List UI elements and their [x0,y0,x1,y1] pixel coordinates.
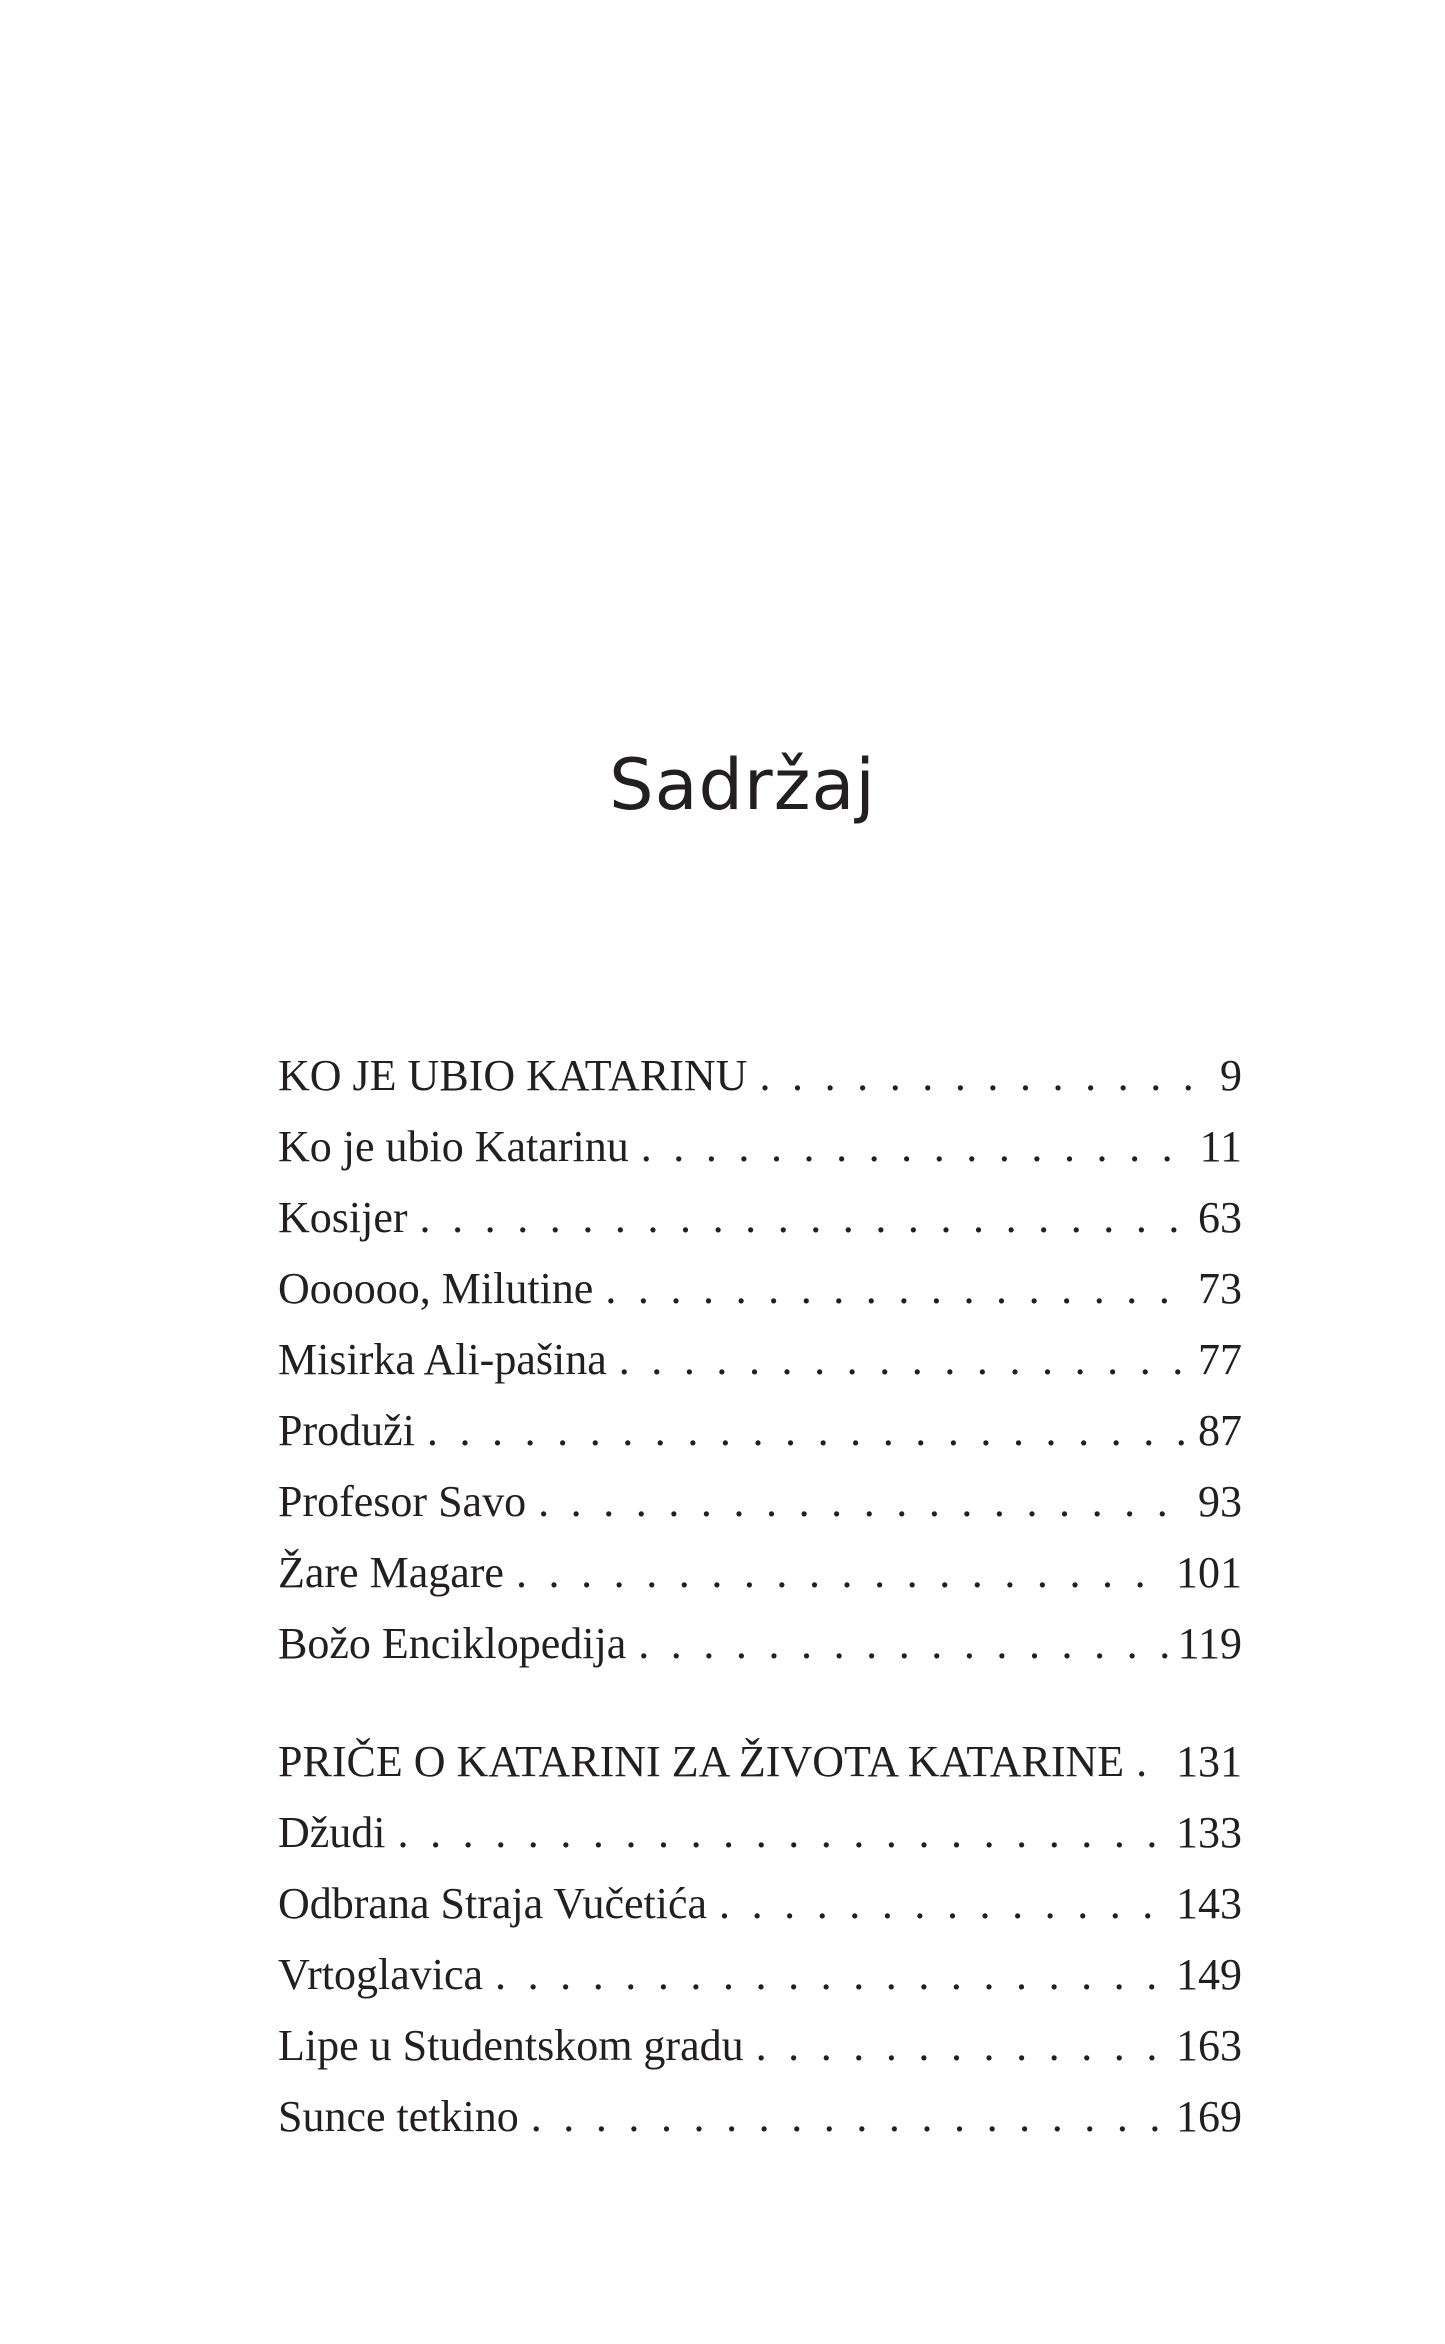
toc-section-ko-je-ubio-katarinu [278,1040,1242,1679]
dot-leader [427,1395,1190,1466]
toc-entry [278,2010,1242,2081]
toc-entry-page: 131 [1176,1737,1242,1786]
toc-entry-page: 93 [1198,1477,1242,1526]
dot-leader [531,2081,1168,2152]
toc-entry [278,1537,1242,1608]
table-of-contents [278,1040,1242,2152]
toc-entry-page: 169 [1176,2092,1242,2141]
dot-leader [398,1797,1168,1868]
dot-leader [495,1939,1168,2010]
toc-entry-title: Božo Enciklopedija [278,1619,627,1668]
dot-leader [719,1868,1168,1939]
toc-entry [278,2081,1242,2152]
toc-entry [278,1797,1242,1868]
toc-entry-title: Produži [278,1406,415,1455]
toc-entry [278,1395,1242,1466]
toc-entry-title: Vrtoglavica [278,1950,484,1999]
toc-entry-page: 73 [1198,1264,1242,1313]
toc-entry-page: 9 [1220,1051,1242,1100]
dot-leader [638,1608,1169,1679]
toc-entry-title: KO JE UBIO KATARINU [278,1051,748,1100]
toc-entry-title: Žare Magare [278,1548,504,1597]
toc-entry-title: Kosijer [278,1193,408,1242]
toc-entry-title: Odbrana Straja Vučetića [278,1879,708,1928]
toc-entry [278,1939,1242,2010]
toc-entry-page: 101 [1176,1548,1242,1597]
toc-entry-title: Lipe u Studentskom gradu [278,2021,744,2070]
toc-entry-page: 133 [1176,1808,1242,1857]
toc-entry-title: Džudi [278,1808,386,1857]
dot-leader [641,1111,1192,1182]
toc-entry [278,1040,1242,1111]
toc-entry-page: 77 [1198,1335,1242,1384]
dot-leader [420,1182,1190,1253]
dot-leader [538,1466,1190,1537]
toc-entry [278,1466,1242,1537]
toc-entry-title: PRIČE O KATARINI ZA ŽIVOTA KATARINE [278,1737,1125,1786]
dot-leader [756,2010,1168,2081]
toc-entry-title: Profesor Savo [278,1477,527,1526]
dot-leader [619,1324,1190,1395]
toc-entry-page: 143 [1176,1879,1242,1928]
toc-entry-page: 149 [1176,1950,1242,1999]
toc-entry-page: 119 [1177,1619,1242,1668]
toc-entry-page: 87 [1198,1406,1242,1455]
toc-section-price-o-katarini [278,1726,1242,2152]
page-title: Sadržaj [609,744,876,826]
toc-entry [278,1324,1242,1395]
toc-entry-page: 163 [1176,2021,1242,2070]
toc-entry-title: Ko je ubio Katarinu [278,1122,629,1171]
dot-leader [1136,1726,1168,1797]
toc-entry [278,1868,1242,1939]
toc-entry-page: 63 [1198,1193,1242,1242]
toc-entry [278,1726,1242,1797]
toc-entry [278,1182,1242,1253]
toc-entry [278,1608,1242,1679]
toc-entry-page: 11 [1199,1122,1242,1171]
toc-entry-title: Misirka Ali-pašina [278,1335,607,1384]
dot-leader [605,1253,1190,1324]
toc-entry [278,1111,1242,1182]
toc-entry-title: Oooooo, Milutine [278,1264,594,1313]
toc-entry [278,1253,1242,1324]
dot-leader [516,1537,1168,1608]
toc-entry-title: Sunce tetkino [278,2092,519,2141]
dot-leader [759,1040,1194,1111]
